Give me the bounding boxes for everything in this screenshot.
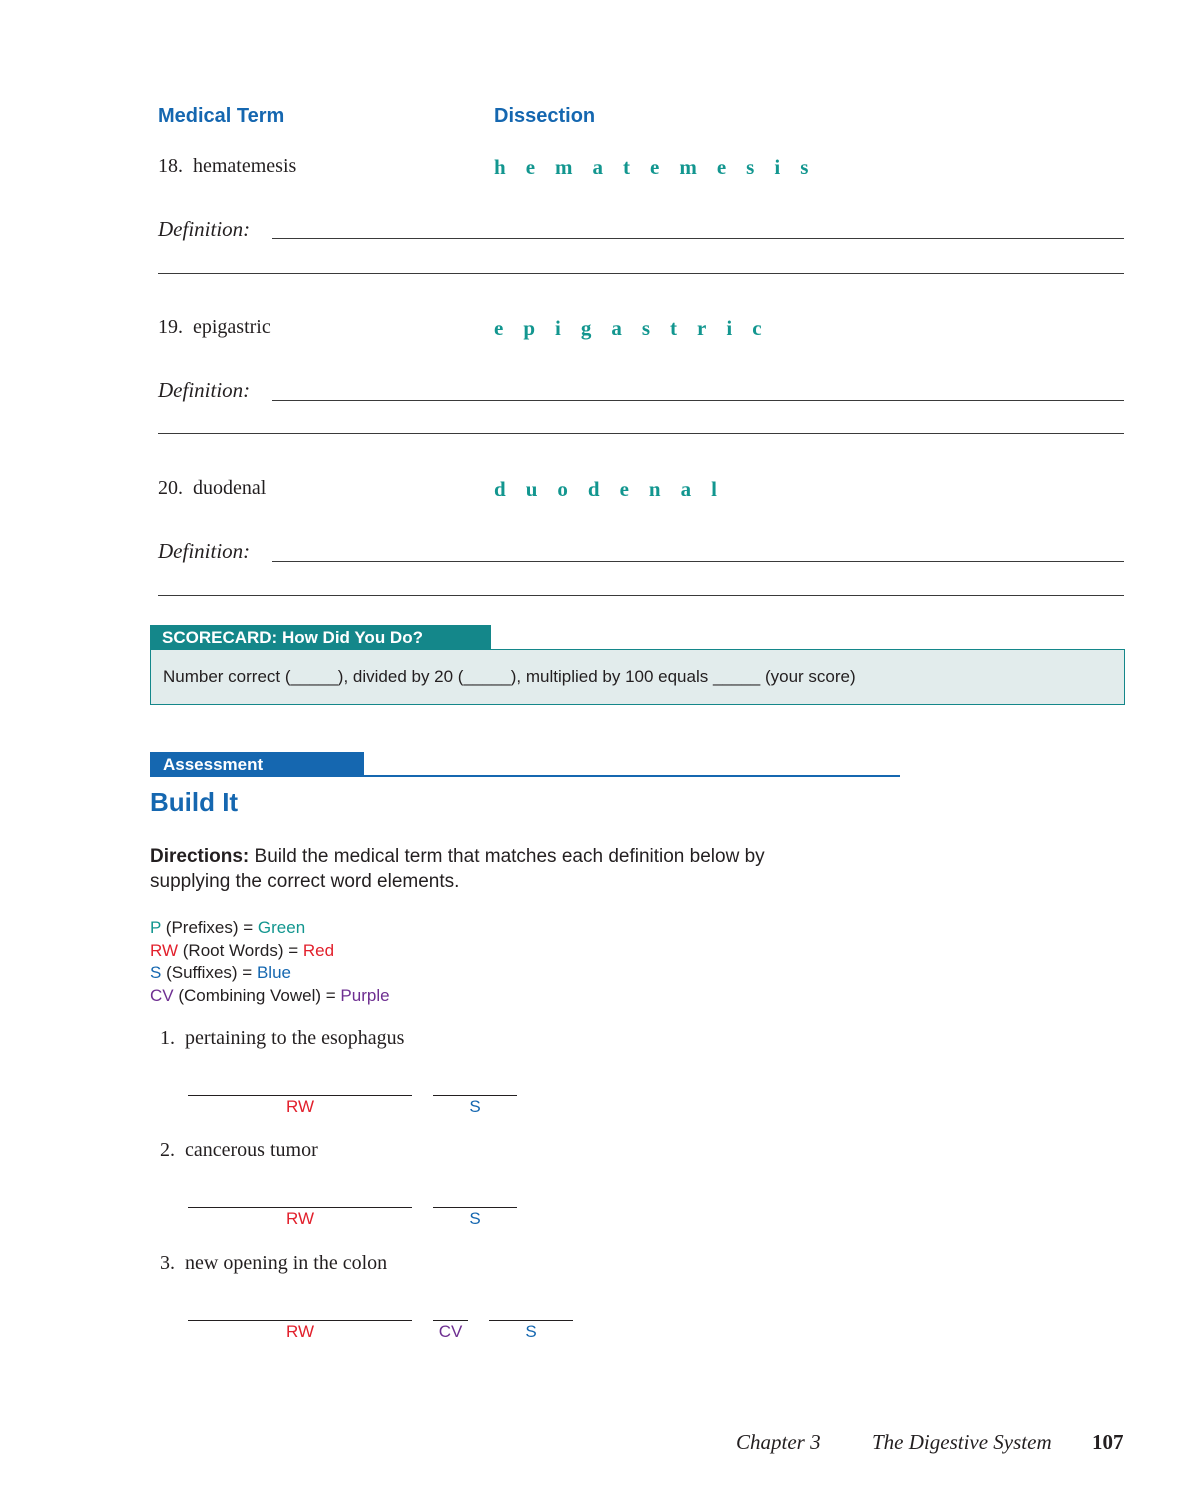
definition-label: Definition: — [158, 378, 251, 402]
blank-label: S — [469, 1097, 481, 1116]
question-number: 3. — [160, 1252, 175, 1274]
page-number: 107 — [1092, 1430, 1124, 1454]
question-text: cancerous tumor — [185, 1139, 318, 1161]
dissection-letter: i — [726, 316, 733, 340]
definition-line[interactable] — [158, 595, 1124, 596]
legend-desc: (Prefixes) = — [165, 918, 254, 937]
legend-abbr: S — [150, 963, 162, 982]
footer-chapter: Chapter 3 — [736, 1430, 821, 1454]
dissection-letter: d — [587, 477, 600, 501]
dissection-letter: m — [679, 155, 697, 179]
directions-text: Build the medical term that matches each definition below by supplying the correct word elements. — [150, 846, 765, 892]
legend-desc: (Combining Vowel) = — [178, 985, 336, 1005]
definition-line[interactable] — [158, 273, 1124, 274]
term-item — [158, 155, 296, 178]
dissection-letter: e — [525, 155, 536, 179]
dissection-letter: m — [555, 155, 573, 179]
dissection-letter: g — [580, 316, 592, 340]
legend-item — [150, 962, 390, 985]
dissection-letter: a — [680, 477, 692, 501]
dissection-letter: r — [697, 316, 707, 340]
answer-blank-s[interactable] — [489, 1320, 573, 1321]
build-it-title: Build It — [150, 787, 239, 817]
answer-blank-rw[interactable] — [188, 1320, 412, 1321]
definition-label: Definition: — [158, 217, 251, 241]
question-item — [160, 1252, 387, 1275]
question-text: pertaining to the esophagus — [185, 1027, 405, 1049]
answer-blank-cv[interactable] — [433, 1320, 468, 1321]
legend-abbr: RW — [150, 940, 179, 960]
dissection-letter: u — [525, 477, 538, 501]
dissection-letter: o — [557, 477, 568, 501]
legend-item — [150, 940, 390, 963]
legend-color: Purple — [340, 985, 390, 1005]
definition-line[interactable] — [272, 561, 1124, 562]
blank-label: S — [469, 1209, 481, 1228]
dissection-letter: n — [648, 477, 661, 501]
color-legend — [150, 917, 390, 1007]
dissection-letter: c — [752, 316, 762, 340]
term-item — [158, 316, 271, 339]
dissection-letter: i — [555, 316, 561, 340]
scorecard-text: Number correct (_____), divided by 20 (_____), multiplied by 100 equals _____ (your score) — [163, 667, 856, 686]
term-word: duodenal — [193, 477, 267, 499]
dissection-header: Dissection — [494, 105, 596, 127]
dissection-letter: e — [494, 316, 504, 340]
definition-line[interactable] — [158, 433, 1124, 434]
term-word: hematemesis — [193, 155, 297, 177]
dissection-letter: e — [619, 477, 629, 501]
dissection-letter: e — [716, 155, 727, 179]
definition-line[interactable] — [272, 400, 1124, 401]
dissection-letter: t — [670, 316, 678, 340]
dissection-letter: l — [711, 477, 717, 501]
legend-item — [150, 985, 390, 1008]
blank-label: RW — [285, 1322, 314, 1341]
dissection-letter: e — [650, 155, 660, 179]
term-number: 20. — [158, 477, 183, 499]
legend-color: Green — [257, 918, 306, 937]
dissection-letter: p — [523, 316, 536, 340]
directions-label: Directions: — [150, 846, 250, 867]
dissection-letter: d — [494, 477, 506, 501]
blank-label: S — [525, 1322, 537, 1341]
term-word: epigastric — [193, 316, 271, 338]
question-number: 2. — [160, 1139, 175, 1161]
answer-blank-s[interactable] — [433, 1095, 517, 1096]
blank-label: RW — [285, 1209, 314, 1228]
dissection-letter: a — [611, 316, 622, 340]
legend-color: Blue — [256, 963, 291, 982]
answer-blank-s[interactable] — [433, 1207, 517, 1208]
term-number: 18. — [158, 155, 183, 177]
legend-abbr: P — [150, 918, 162, 937]
dissection-letter: a — [592, 155, 604, 179]
question-number: 1. — [160, 1027, 175, 1049]
dissection-letter: s — [800, 155, 809, 179]
medical-term-header: Medical Term — [158, 105, 285, 127]
scorecard-title: SCORECARD: How Did You Do? — [150, 625, 491, 651]
directions — [150, 844, 850, 894]
term-item — [158, 477, 266, 500]
definition-line[interactable] — [272, 238, 1124, 239]
legend-color: Red — [302, 940, 335, 960]
legend-desc: (Suffixes) = — [166, 963, 253, 982]
question-item — [160, 1027, 404, 1050]
dissection-letter: h — [494, 155, 506, 179]
assessment-divider — [364, 775, 900, 777]
legend-abbr: CV — [150, 985, 174, 1005]
answer-blank-rw[interactable] — [188, 1095, 412, 1096]
dissection-letters — [494, 477, 737, 502]
question-item — [160, 1139, 318, 1162]
dissection-letters — [494, 155, 828, 180]
footer-title: The Digestive System — [872, 1430, 1052, 1454]
dissection-letter: t — [623, 155, 631, 179]
dissection-letter: s — [746, 155, 755, 179]
assessment-tab: Assessment — [150, 752, 364, 777]
dissection-letter: i — [774, 155, 781, 179]
definition-label: Definition: — [158, 539, 251, 563]
legend-item — [150, 917, 390, 940]
dissection-letter: s — [641, 316, 651, 340]
legend-desc: (Root Words) = — [182, 940, 299, 960]
blank-label: RW — [285, 1097, 314, 1116]
answer-blank-rw[interactable] — [188, 1207, 412, 1208]
question-text: new opening in the colon — [185, 1252, 388, 1274]
scorecard-box — [150, 649, 1125, 705]
blank-label: CV — [438, 1322, 463, 1341]
dissection-letters — [494, 316, 782, 341]
term-number: 19. — [158, 316, 183, 338]
